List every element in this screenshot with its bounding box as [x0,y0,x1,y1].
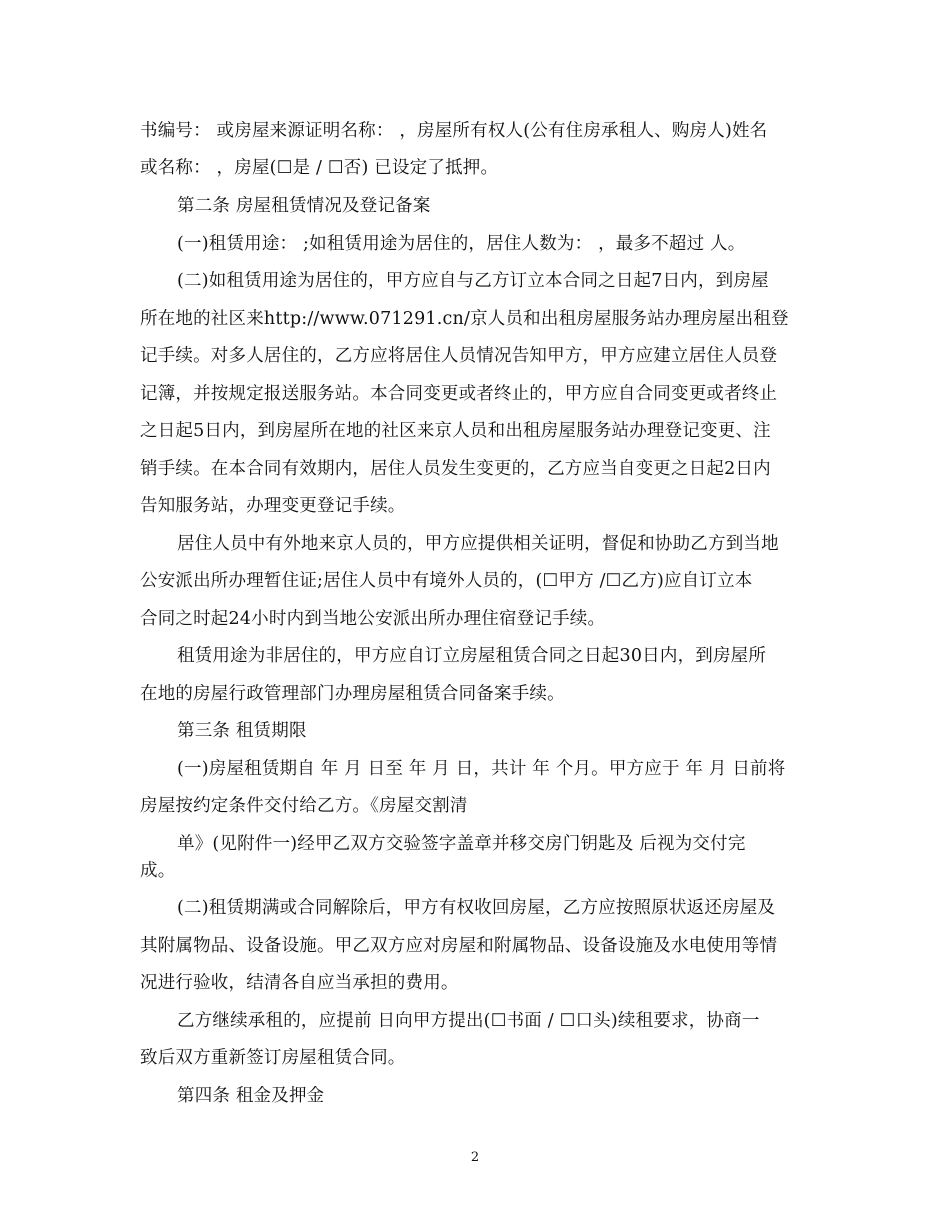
page-number: 2 [470,1150,480,1165]
text-line: 书编号： 或房屋来源证明名称： ，房屋所有权人(公有住房承租人、购房人)姓名 [140,121,768,141]
section-heading: 第二条 房屋租赁情况及登记备案 [177,196,431,216]
text-line: 房屋按约定条件交付给乙方。《房屋交割清 [140,796,468,816]
text-line: 或名称： ，房屋(☐是 / ☐否) 已设定了抵押。 [140,158,499,178]
section-heading: 第四条 租金及押金 [177,1086,325,1106]
text-line: 告知服务站，办理变更登记手续。 [140,496,406,516]
text-line: 记手续。对多人居住的，乙方应将居住人员情况告知甲方，甲方应建立居住人员登 [140,346,778,366]
text-line: 其附属物品、设备设施。甲乙双方应对房屋和附属物品、设备设施及水电使用等情 [140,936,778,956]
text-line: 在地的房屋行政管理部门办理房屋租赁合同备案手续。 [140,684,565,704]
text-line: 之日起5日内，到房屋所在地的社区来京人员和出租房屋服务站办理登记变更、注 [140,421,771,441]
text-line: 乙方继续承租的，应提前 日向甲方提出(☐书面 / ☐口头)续租要求，协商一 [177,1011,760,1031]
text-line: 况进行验收，结清各自应当承担的费用。 [140,973,459,993]
text-line: 成。 [140,861,176,881]
text-line: (一)房屋租赁期自 年 月 日至 年 月 日，共计 年 个月。甲方应于 年 月 日前将 [177,759,786,779]
text-line: 居住人员中有外地来京人员的，甲方应提供相关证明，督促和协助乙方到当地 [177,534,779,554]
text-line: 单》(见附件一)经甲乙双方交验签字盖章并移交房门钥匙及 后视为交付完 [177,834,746,854]
text-line: 所在地的社区来http://www.071291.cn/京人员和出租房屋服务站办理房屋出租登 [140,309,789,329]
text-line: (二)租赁期满或合同解除后，甲方有权收回房屋，乙方应按照原状返还房屋及 [177,898,776,918]
text-line: 合同之时起24小时内到当地公安派出所办理住宿登记手续。 [140,609,606,629]
text-line: 销手续。在本合同有效期内，居住人员发生变更的，乙方应当自变更之日起2日内 [140,459,771,479]
text-line: (二)如租赁用途为居住的，甲方应自与乙方订立本合同之日起7日内，到房屋 [177,271,769,291]
text-line: 致后双方重新签订房屋租赁合同。 [140,1048,406,1068]
section-heading: 第三条 租赁期限 [177,721,307,741]
text-line: 公安派出所办理暂住证;居住人员中有境外人员的，(☐甲方 /☐乙方)应自订立本 [140,571,753,591]
text-line: 租赁用途为非居住的，甲方应自订立房屋租赁合同之日起30日内，到房屋所 [177,646,767,666]
text-line: (一)租赁用途： ;如租赁用途为居住的，居住人数为： ，最多不超过 人。 [177,234,746,254]
text-line: 记簿，并按规定报送服务站。本合同变更或者终止的，甲方应自合同变更或者终止 [140,384,778,404]
